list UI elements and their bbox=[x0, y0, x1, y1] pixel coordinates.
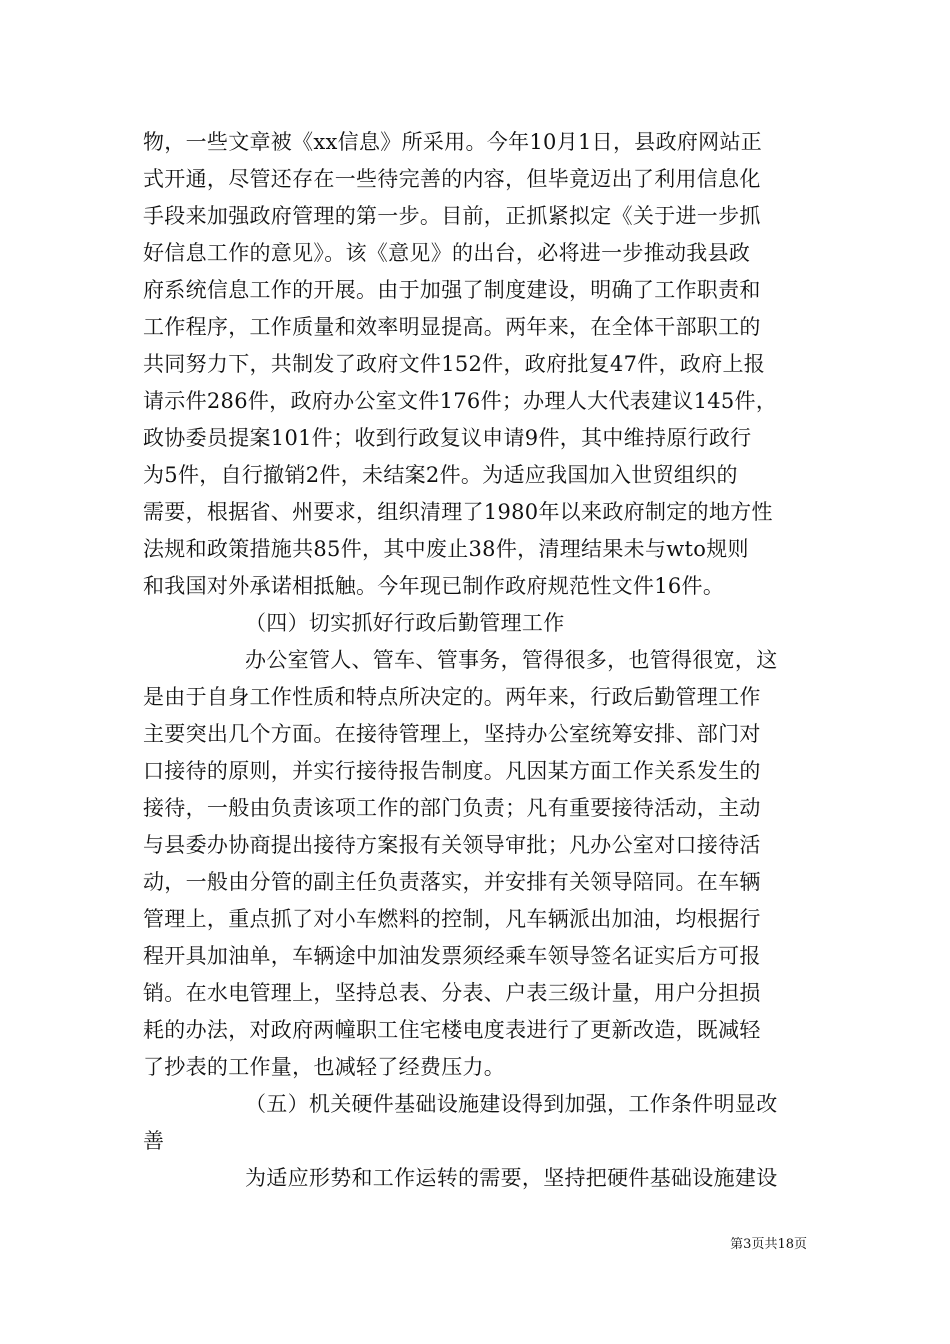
section-heading: （四）切实抓好行政后勤管理工作 bbox=[245, 611, 565, 635]
text-line: 共同努力下，共制发了政府文件152件，政府批复47件，政府上报 bbox=[143, 352, 766, 376]
text-line: 了抄表的工作量，也减轻了经费压力。 bbox=[143, 1055, 506, 1079]
text-line: 需要，根据省、州要求，组织清理了1980年以来政府制定的地方性 bbox=[143, 500, 773, 524]
text-line: 法规和政策措施共85件，其中废止38件，清理结果未与wto规则 bbox=[143, 537, 749, 561]
text-line: 政协委员提案101件；收到行政复议申请9件，其中维持原行政行 bbox=[143, 426, 752, 450]
text-line: 式开通，尽管还存在一些待完善的内容，但毕竟迈出了利用信息化 bbox=[143, 167, 761, 191]
text-line: 与县委办协商提出接待方案报有关领导审批；凡办公室对口接待活 bbox=[143, 833, 761, 857]
text-line: 为5件，自行撤销2件，未结案2件。为适应我国加入世贸组织的 bbox=[143, 463, 738, 487]
text-line: 销。在水电管理上，坚持总表、分表、户表三级计量，用户分担损 bbox=[143, 981, 761, 1005]
text-line: 和我国对外承诺相抵触。今年现已制作政府规范性文件16件。 bbox=[143, 574, 725, 598]
section-heading: （五）机关硬件基础设施建设得到加强，工作条件明显改 bbox=[245, 1092, 778, 1116]
text-line: 府系统信息工作的开展。由于加强了制度建设，明确了工作职责和 bbox=[143, 278, 761, 302]
text-line: 好信息工作的意见》。该《意见》的出台，必将进一步推动我县政 bbox=[143, 241, 751, 265]
text-line: 物，一些文章被《xx信息》所采用。今年10月1日，县政府网站正 bbox=[143, 130, 763, 154]
text-line: 请示件286件，政府办公室文件176件；办理人大代表建议145件， bbox=[143, 389, 778, 413]
text-line: 工作程序，工作质量和效率明显提高。两年来，在全体干部职工的 bbox=[143, 315, 761, 339]
text-line: 手段来加强政府管理的第一步。目前，正抓紧拟定《关于进一步抓 bbox=[143, 204, 761, 228]
section-heading-continuation: 善 bbox=[143, 1129, 165, 1153]
text-line: 程开具加油单，车辆途中加油发票须经乘车领导签名证实后方可报 bbox=[143, 944, 761, 968]
text-line: 耗的办法，对政府两幢职工住宅楼电度表进行了更新改造，既减轻 bbox=[143, 1018, 761, 1042]
text-line: 办公室管人、管车、管事务，管得很多，也管得很宽，这 bbox=[245, 648, 778, 672]
text-line: 主要突出几个方面。在接待管理上，坚持办公室统筹安排、部门对 bbox=[143, 722, 761, 746]
text-line: 口接待的原则，并实行接待报告制度。凡因某方面工作关系发生的 bbox=[143, 759, 761, 783]
text-line: 为适应形势和工作运转的需要，坚持把硬件基础设施建设 bbox=[245, 1166, 778, 1190]
page-number: 第3页共18页 bbox=[730, 1237, 807, 1252]
text-line: 是由于自身工作性质和特点所决定的。两年来，行政后勤管理工作 bbox=[143, 685, 761, 709]
text-line: 管理上，重点抓了对小车燃料的控制，凡车辆派出加油，均根据行 bbox=[143, 907, 761, 931]
text-line: 接待，一般由负责该项工作的部门负责；凡有重要接待活动，主动 bbox=[143, 796, 761, 820]
text-line: 动，一般由分管的副主任负责落实，并安排有关领导陪同。在车辆 bbox=[143, 870, 761, 894]
